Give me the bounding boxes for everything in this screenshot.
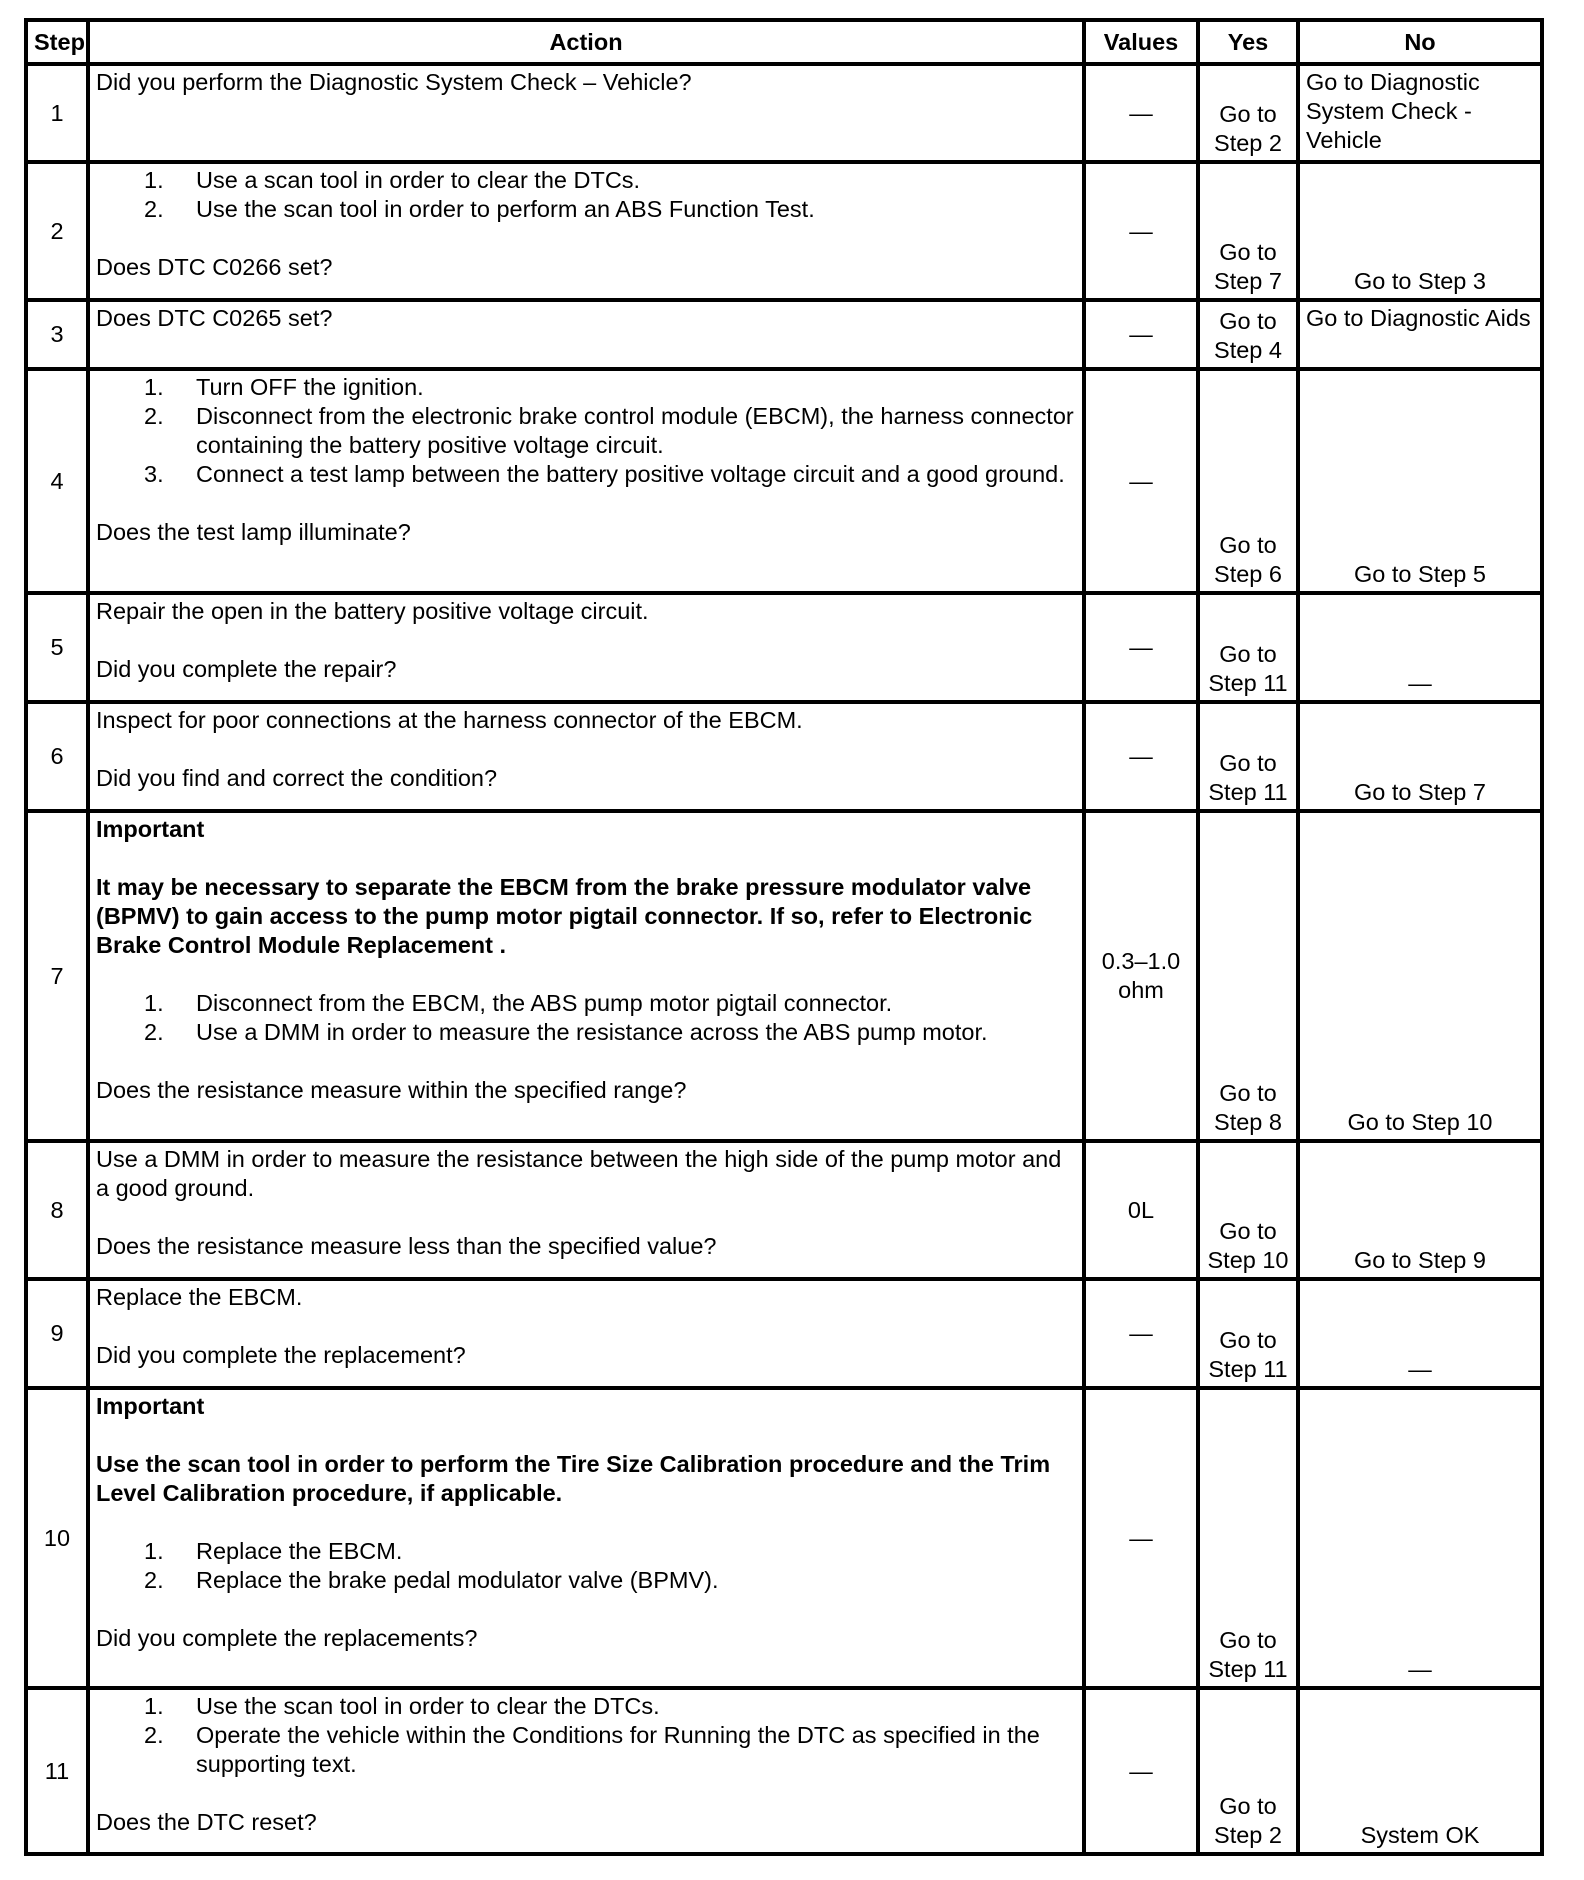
table-row	[26, 811, 1542, 1141]
no-cell: —	[1298, 593, 1542, 702]
step-number: 5	[26, 593, 88, 702]
table-row	[26, 1688, 1542, 1854]
table-row	[26, 593, 1542, 702]
diagnostic-table	[24, 18, 1544, 1856]
action-cell	[88, 1141, 1084, 1279]
value-cell: —	[1084, 64, 1198, 162]
step-number: 9	[26, 1279, 88, 1388]
header-yes: Yes	[1198, 20, 1298, 64]
yes-cell: Go to Step 6	[1198, 369, 1298, 593]
lead-text: Repair the open in the battery positive voltage circuit.	[96, 598, 649, 624]
no-cell: Go to Step 10	[1298, 811, 1542, 1141]
no-cell: Go to Step 9	[1298, 1141, 1542, 1279]
value-cell: —	[1084, 300, 1198, 369]
header-no: No	[1298, 20, 1542, 64]
table-row	[26, 64, 1542, 162]
step-number: 8	[26, 1141, 88, 1279]
no-cell: Go to Step 3	[1298, 162, 1542, 300]
no-cell: System OK	[1298, 1688, 1542, 1854]
header-values: Values	[1084, 20, 1198, 64]
header-row	[26, 20, 1542, 64]
question: Does the test lamp illuminate?	[96, 519, 411, 545]
question: Does DTC C0266 set?	[96, 254, 333, 280]
list-item: 1. Turn OFF the ignition.	[144, 374, 424, 400]
step-number: 3	[26, 300, 88, 369]
value-cell: 0L	[1084, 1141, 1198, 1279]
question: Did you complete the replacements?	[96, 1625, 478, 1651]
action-cell	[88, 162, 1084, 300]
value-cell: —	[1084, 702, 1198, 811]
action-cell	[88, 1388, 1084, 1688]
table-row	[26, 1388, 1542, 1688]
instruction-list	[96, 1692, 1076, 1779]
list-item: 2. Disconnect from the electronic brake control module (EBCM), the harness connector containing the battery positive voltage circuit.	[144, 403, 1074, 458]
no-cell: Go to Step 5	[1298, 369, 1542, 593]
yes-cell: Go to Step 7	[1198, 162, 1298, 300]
yes-cell: Go to Step 4	[1198, 300, 1298, 369]
list-item: 2. Use the scan tool in order to perform an ABS Function Test.	[144, 196, 815, 222]
instruction-list	[96, 166, 1076, 224]
yes-cell: Go to Step 11	[1198, 702, 1298, 811]
lead-text: Inspect for poor connections at the harness connector of the EBCM.	[96, 707, 803, 733]
action-cell	[88, 64, 1084, 162]
value-cell: —	[1084, 1279, 1198, 1388]
action-cell	[88, 1279, 1084, 1388]
lead-text: Use a DMM in order to measure the resistance between the high side of the pump motor and a good ground.	[96, 1146, 1062, 1201]
question: Did you complete the replacement?	[96, 1342, 466, 1368]
list-item: 2. Replace the brake pedal modulator valve (BPMV).	[144, 1567, 719, 1593]
header-step: Step	[26, 20, 88, 64]
list-item: 3. Connect a test lamp between the battery positive voltage circuit and a good ground.	[144, 461, 1065, 487]
table-row	[26, 162, 1542, 300]
instruction-list	[96, 989, 1076, 1047]
yes-cell: Go to Step 11	[1198, 1388, 1298, 1688]
list-item: 1. Use the scan tool in order to clear the DTCs.	[144, 1693, 660, 1719]
table-row	[26, 369, 1542, 593]
list-item: 2. Operate the vehicle within the Conditions for Running the DTC as specified in the supporting text.	[144, 1722, 1040, 1777]
action-cell	[88, 1688, 1084, 1854]
table-row	[26, 1279, 1542, 1388]
important-note: Use the scan tool in order to perform the Tire Size Calibration procedure and the Trim Level Calibration procedure, if applicable.	[96, 1451, 1051, 1506]
step-number: 2	[26, 162, 88, 300]
question: Does the DTC reset?	[96, 1809, 317, 1835]
step-number: 6	[26, 702, 88, 811]
step-number: 4	[26, 369, 88, 593]
table-row	[26, 300, 1542, 369]
no-cell: Go to Diagnostic System Check - Vehicle	[1298, 64, 1542, 162]
question: Does the resistance measure within the specified range?	[96, 1077, 687, 1103]
table-row	[26, 702, 1542, 811]
question: Does DTC C0265 set?	[96, 305, 333, 331]
header-action: Action	[88, 20, 1084, 64]
question: Did you complete the repair?	[96, 656, 397, 682]
yes-cell: Go to Step 11	[1198, 1279, 1298, 1388]
no-cell: —	[1298, 1388, 1542, 1688]
question: Did you perform the Diagnostic System Check – Vehicle?	[96, 69, 692, 95]
instruction-list	[96, 373, 1076, 489]
step-number: 11	[26, 1688, 88, 1854]
step-number: 1	[26, 64, 88, 162]
action-cell	[88, 369, 1084, 593]
important-note: It may be necessary to separate the EBCM from the brake pressure modulator valve (BPMV) to gain access to the pump motor pigtail connector. If so, refer to Electronic Brake Control Module Replacement .	[96, 874, 1033, 958]
value-cell: —	[1084, 1688, 1198, 1854]
value-cell: —	[1084, 369, 1198, 593]
no-cell: —	[1298, 1279, 1542, 1388]
value-cell: —	[1084, 1388, 1198, 1688]
question: Did you find and correct the condition?	[96, 765, 498, 791]
action-cell	[88, 300, 1084, 369]
instruction-list	[96, 1537, 1076, 1595]
important-label: Important	[96, 816, 205, 842]
value-cell: 0.3–1.0 ohm	[1084, 811, 1198, 1141]
action-cell	[88, 811, 1084, 1141]
no-cell: Go to Step 7	[1298, 702, 1542, 811]
action-cell	[88, 593, 1084, 702]
yes-cell: Go to Step 2	[1198, 1688, 1298, 1854]
question: Does the resistance measure less than the specified value?	[96, 1233, 717, 1259]
yes-cell: Go to Step 2	[1198, 64, 1298, 162]
list-item: 1. Replace the EBCM.	[144, 1538, 403, 1564]
lead-text: Replace the EBCM.	[96, 1284, 303, 1310]
step-number: 10	[26, 1388, 88, 1688]
value-cell: —	[1084, 162, 1198, 300]
list-item: 2. Use a DMM in order to measure the resistance across the ABS pump motor.	[144, 1019, 988, 1045]
table-row	[26, 1141, 1542, 1279]
value-cell: —	[1084, 593, 1198, 702]
yes-cell: Go to Step 10	[1198, 1141, 1298, 1279]
step-number: 7	[26, 811, 88, 1141]
list-item: 1. Disconnect from the EBCM, the ABS pump motor pigtail connector.	[144, 990, 893, 1016]
no-cell: Go to Diagnostic Aids	[1298, 300, 1542, 369]
action-cell	[88, 702, 1084, 811]
yes-cell: Go to Step 8	[1198, 811, 1298, 1141]
yes-cell: Go to Step 11	[1198, 593, 1298, 702]
important-label: Important	[96, 1393, 205, 1419]
list-item: 1. Use a scan tool in order to clear the DTCs.	[144, 167, 641, 193]
